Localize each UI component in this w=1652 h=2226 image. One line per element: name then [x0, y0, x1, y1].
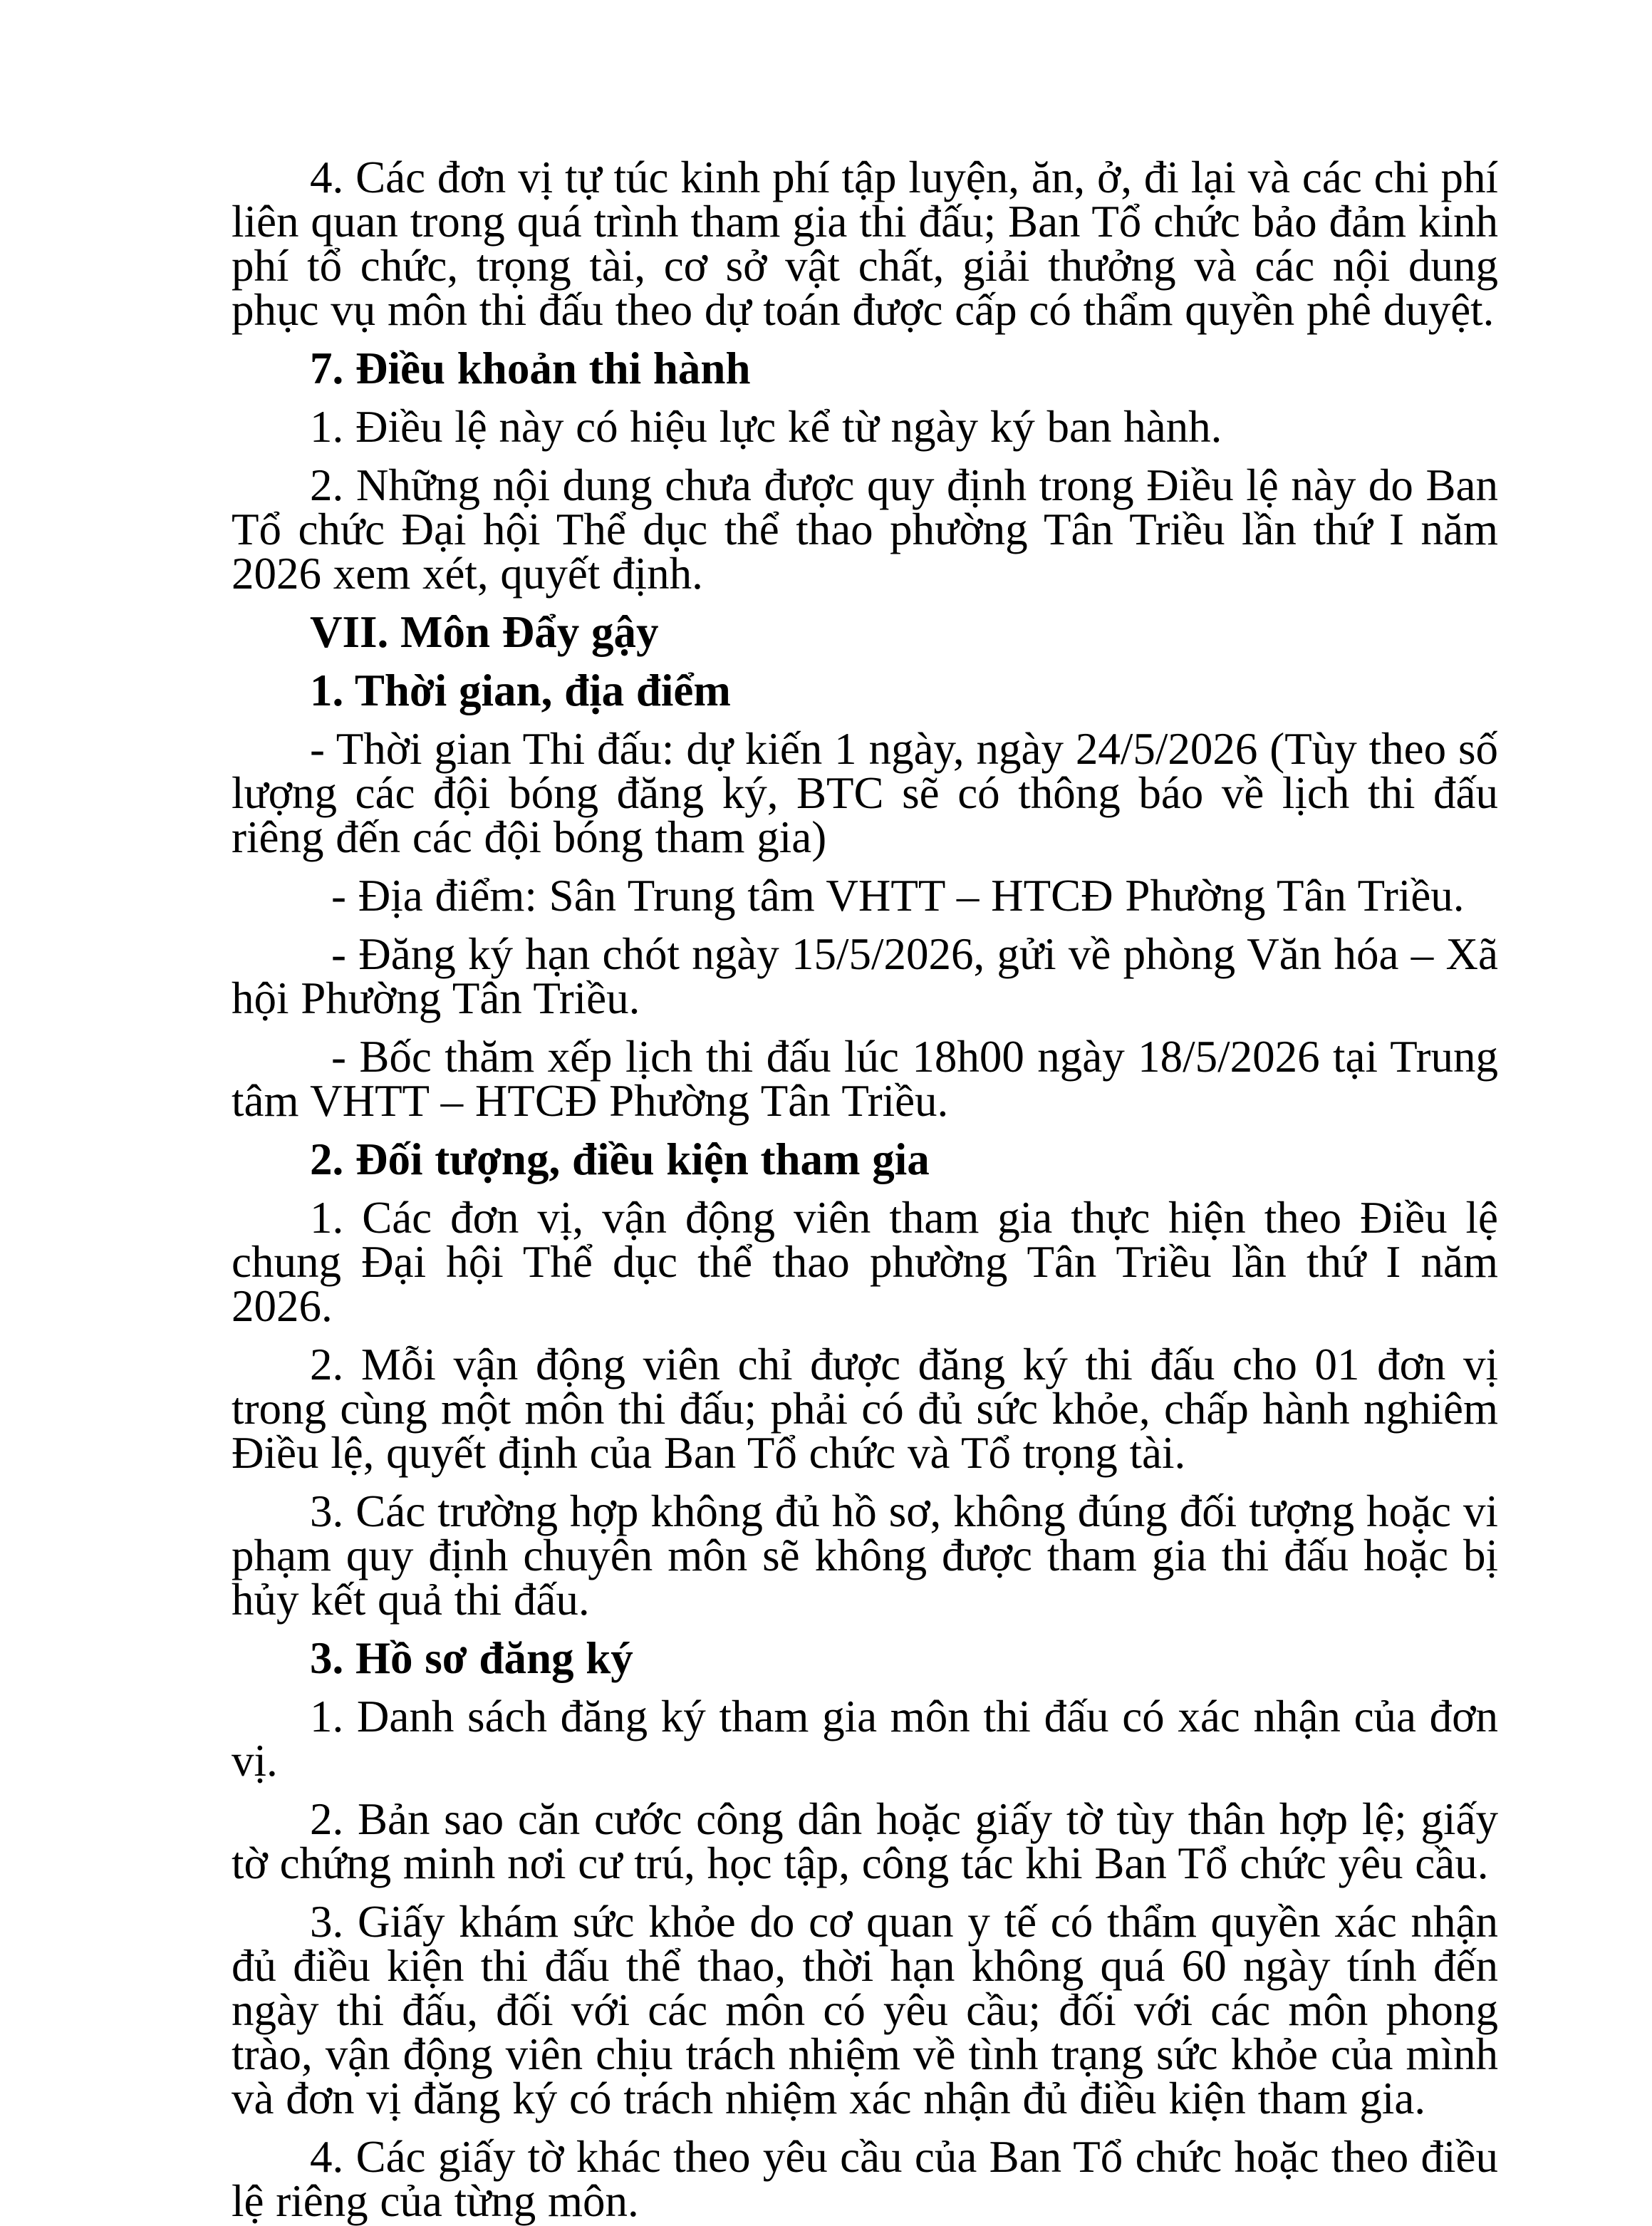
heading-time-location: 1. Thời gian, địa điểm [310, 666, 731, 715]
heading-implementation-provisions: 7. Điều khoản thi hành [310, 343, 751, 393]
paragraph-effective-date: 1. Điều lệ này có hiệu lực kể từ ngày ký ban hành. [310, 402, 1222, 452]
paragraph-dossier-item-2: 2. Bản sao căn cước công dân hoặc giấy tờ tùy thân hợp lệ; giấy tờ chứng minh nơi cư trú, học tập, công tác khi Ban Tổ chức yêu cầu. [232, 1794, 1498, 1888]
paragraph-dossier-item-3: 3. Giấy khám sức khỏe do cơ quan y tế có thẩm quyền xác nhận đủ điều kiện thi đấu thể thao, thời hạn không quá 60 ngày tính đến ngày thi đấu, đối với các môn có yêu cầu; đối với các môn phong trào, vận động viên chịu trách nhiệm về tình trạng sức khỏe của mình và đơn vị đăng ký có trách nhiệm xác nhận đủ điều kiện tham gia. [232, 1897, 1498, 2123]
paragraph-draw-schedule: - Bốc thăm xếp lịch thi đấu lúc 18h00 ngày 18/5/2026 tại Trung tâm VHTT – HTCĐ Phường Tân Triều. [232, 1032, 1498, 1126]
paragraph-funding: 4. Các đơn vị tự túc kinh phí tập luyện, ăn, ở, đi lại và các chi phí liên quan trong quá trình tham gia thi đấu; Ban Tổ chức bảo đảm kinh phí tổ chức, trọng tài, cơ sở vật chất, giải thưởng và các nội dung phục vụ môn thi đấu theo dự toán được cấp có thẩm quyền phê duyệt. [232, 152, 1498, 335]
paragraph-dossier-item-1: 1. Danh sách đăng ký tham gia môn thi đấu có xác nhận của đơn vị. [232, 1692, 1498, 1786]
paragraph-participants-rule-3: 3. Các trường hợp không đủ hồ sơ, không đúng đối tượng hoặc vi phạm quy định chuyên môn sẽ không được tham gia thi đấu hoặc bị hủy kết quả thi đấu. [232, 1486, 1498, 1625]
paragraph-participants-rule-1: 1. Các đơn vị, vận động viên tham gia thực hiện theo Điều lệ chung Đại hội Thể dục thể thao phường Tân Triều lần thứ I năm 2026. [232, 1193, 1498, 1331]
heading-participants-conditions: 2. Đối tượng, điều kiện tham gia [310, 1134, 930, 1184]
paragraph-dossier-item-4: 4. Các giấy tờ khác theo yêu cầu của Ban Tổ chức hoặc theo điều lệ riêng của từng môn. [232, 2132, 1498, 2226]
heading-registration-dossier: 3. Hồ sơ đăng ký [310, 1633, 633, 1683]
heading-section-vii-day-gay: VII. Môn Đẩy gậy [310, 607, 659, 657]
paragraph-competition-time: - Thời gian Thi đấu: dự kiến 1 ngày, ngày 24/5/2026 (Tùy theo số lượng các đội bóng đăng ký, BTC sẽ có thông báo về lịch thi đấu riêng đến các đội bóng tham gia) [232, 724, 1498, 862]
paragraph-location: - Địa điểm: Sân Trung tâm VHTT – HTCĐ Phường Tân Triều. [331, 871, 1465, 921]
paragraph-participants-rule-2: 2. Mỗi vận động viên chỉ được đăng ký thi đấu cho 01 đơn vị trong cùng một môn thi đấu; phải có đủ sức khỏe, chấp hành nghiêm Điều lệ, quyết định của Ban Tổ chức và Tổ trọng tài. [232, 1340, 1498, 1478]
paragraph-unregulated-content: 2. Những nội dung chưa được quy định trong Điều lệ này do Ban Tổ chức Đại hội Thể dục thể thao phường Tân Triều lần thứ I năm 2026 xem xét, quyết định. [232, 460, 1498, 599]
paragraph-registration-deadline: - Đăng ký hạn chót ngày 15/5/2026, gửi về phòng Văn hóa – Xã hội Phường Tân Triều. [232, 929, 1498, 1023]
